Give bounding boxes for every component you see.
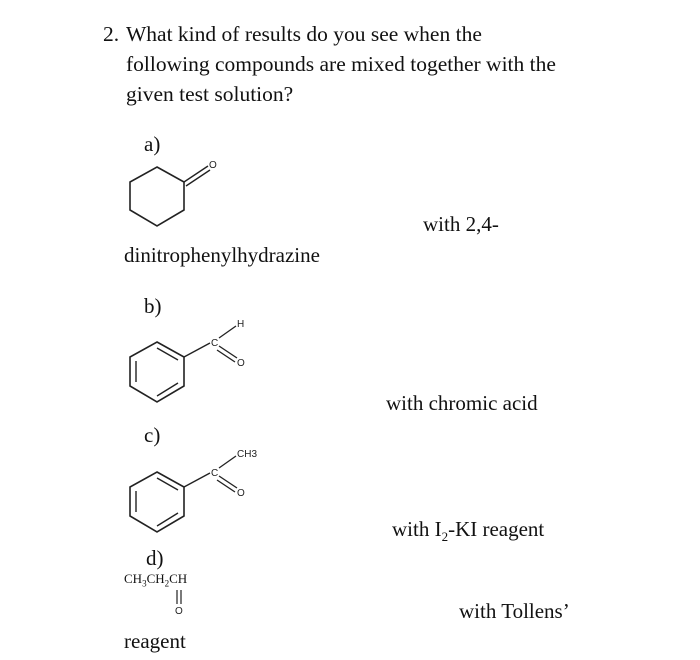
carbon-atom-c: C (211, 468, 219, 479)
carbon-atom-b: C (211, 338, 219, 349)
formula-sub-2: 2 (164, 578, 170, 589)
formula-part-3: CH (169, 571, 188, 586)
methyl-group-c: CH3 (237, 449, 258, 460)
question-line-2: following compounds are mixed together with the (126, 52, 556, 76)
reagent-b: with chromic acid (386, 391, 538, 415)
question-line-1: What kind of results do you see when the (126, 22, 482, 46)
part-c-label: c) (144, 423, 161, 447)
part-d-label: d) (146, 546, 164, 570)
reagent-c-subscript: 2 (441, 529, 449, 545)
oxygen-atom-a: O (209, 160, 217, 171)
reagent-c-suffix: -KI reagent (448, 517, 545, 541)
oxygen-atom-c: O (237, 488, 245, 499)
question-number: 2. (103, 22, 120, 46)
carbonyl-double-bond-d (170, 588, 190, 623)
formula-sub-1: 3 (142, 578, 147, 589)
reagent-a-line-2: dinitrophenylhydrazine (124, 243, 320, 267)
reagent-a-line-1: with 2,4- (423, 212, 499, 236)
hydrogen-atom-b: H (237, 319, 245, 330)
reagent-d-line-1: with Tollens’ (459, 599, 570, 623)
oxygen-atom-b: O (237, 358, 245, 369)
cyclohexanone-structure (120, 150, 230, 235)
reagent-c (392, 517, 544, 545)
part-a-label: a) (144, 132, 161, 156)
oxygen-atom-d: O (175, 606, 183, 617)
propanal-formula (124, 571, 187, 589)
formula-part-2: CH (146, 571, 165, 586)
reagent-d-line-2: reagent (124, 629, 186, 653)
question-line-3: given test solution? (126, 82, 294, 106)
acetophenone-structure (120, 440, 270, 535)
formula-part-1: CH (124, 571, 143, 586)
reagent-c-prefix: with I (392, 517, 442, 541)
part-b-label: b) (144, 294, 162, 318)
benzaldehyde-structure (120, 310, 260, 405)
